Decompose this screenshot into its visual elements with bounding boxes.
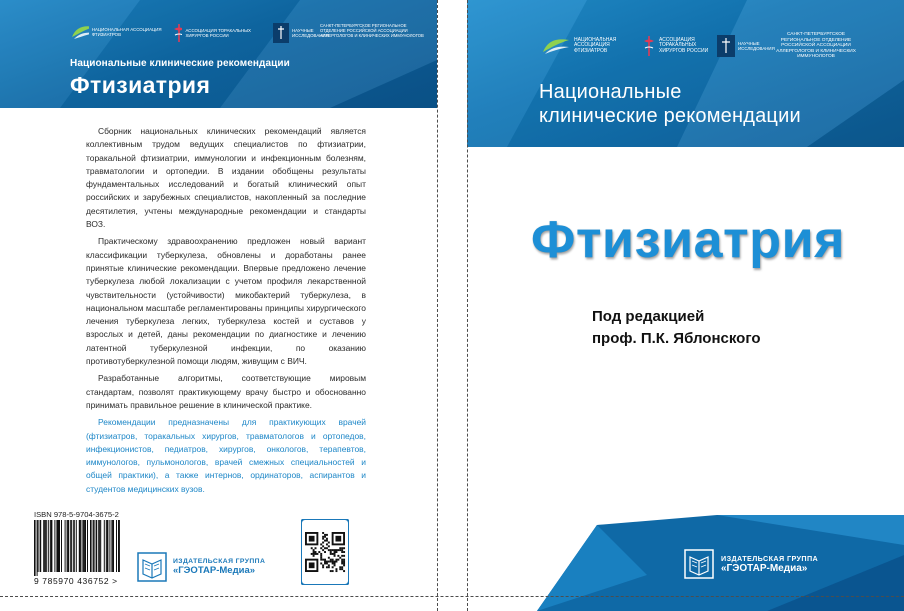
publisher-text <box>173 558 265 576</box>
publisher-text <box>721 554 818 574</box>
logo-natsionalnaya-assotsiatsiya <box>70 23 164 41</box>
logo-text-issledovaniya: НАУЧНЫЕ ИССЛЕДОВАНИЯ <box>738 41 775 51</box>
front-partner-logos <box>541 32 901 60</box>
caduceus-logo-icon <box>172 23 182 43</box>
publisher-book-icon <box>137 552 167 582</box>
annotation-paragraph-1: Сборник национальных клинических рекомендаций является коллективным трудом ведущих специалистов по фтизиатрии, торакальной фтизиатрии, иммунологии и инфекционным болезням, травматологии и ортопедии. В издании обобщены результаты фундаментальных исследований и богатый клинический опыт российских и зарубежных специалистов, накопленный за последние десятилетия, учтены международные рекомендации и стандарты ВОЗ. <box>86 126 366 230</box>
isbn-text: ISBN 978-5-9704-3675-2 <box>34 510 119 519</box>
bottom-trim-line <box>0 596 904 597</box>
leaves-logo-icon <box>541 36 571 56</box>
logo-text-ftiziatrov: НАЦИОНАЛЬНАЯ АССОЦИАЦИЯ ФТИЗИАТРОВ <box>574 36 617 54</box>
front-editor <box>592 306 761 350</box>
header-polygon-pattern <box>0 0 437 108</box>
logo-torakalnye-khirurgi <box>642 32 709 60</box>
front-series-line-2: клинические рекомендации <box>539 105 801 127</box>
annotation-paragraph-3: Разработанные алгоритмы, соответствующие мировым стандартам, позволят практикующему врачу быстро и обоснованно принимать правильное решение в клинической практике. <box>86 373 366 410</box>
logo-spb-assotsiatsiya <box>320 23 430 38</box>
editor-line-2: проф. П.К. Яблонского <box>592 330 761 347</box>
logo-spb-assotsiatsiya <box>768 32 864 60</box>
front-cover <box>467 0 904 611</box>
logo-text-spb: САНКТ-ПЕТЕРБУРГСКОЕ РЕГИОНАЛЬНОЕ ОТДЕЛЕНИЕ РОССИЙСКОЙ АССОЦИАЦИИ АЛЛЕРГОЛОГОВ И КЛИНИЧЕСКИХ ИММУНОЛОГОВ <box>320 23 424 38</box>
front-series-line-1: Национальные <box>539 81 682 103</box>
front-cover-header <box>467 0 904 147</box>
spine-fold-line-left <box>437 0 438 611</box>
back-cover-header <box>0 0 437 108</box>
logo-nauchnye-issledovaniya <box>717 32 775 60</box>
spine-fold-line-right <box>467 0 468 611</box>
back-partner-logos <box>70 23 430 49</box>
back-title: Фтизиатрия <box>70 72 211 98</box>
logo-nauchnye-issledovaniya <box>273 23 329 43</box>
audience-paragraph: Рекомендации предназначены для практикующих врачей (фтизиатров, торакальных хирургов, травматологов и ортопедов, инфекционистов, педиатров, хирургов, онкологов, терапевтов, иммунологов, пульмонологов, врачей смежных специальностей и общей практики), а также интернов, ординаторов, аспирантов и студентов медицинских вузов. <box>86 417 366 494</box>
logo-text-khirurgov: АССОЦИАЦИЯ ТОРАКАЛЬНЫХ ХИРУРГОВ РОССИИ <box>659 36 709 54</box>
qr-code-icon <box>301 519 349 585</box>
spine <box>437 0 467 611</box>
publisher-book-icon <box>684 549 714 579</box>
leaves-logo-icon <box>70 23 89 41</box>
caduceus-logo-icon <box>642 35 656 57</box>
logo-torakalnye-khirurgi <box>172 23 265 43</box>
barcode-icon <box>34 520 120 576</box>
front-publisher-logo <box>684 549 818 579</box>
editor-line-1: Под редакцией <box>592 308 705 325</box>
research-logo-icon <box>273 23 289 43</box>
back-publisher-logo <box>137 549 287 585</box>
back-series-label: Национальные клинические рекомендации <box>70 58 290 69</box>
publisher-group-label: ИЗДАТЕЛЬСКАЯ ГРУППА <box>173 558 266 565</box>
logo-text-spb: САНКТ-ПЕТЕРБУРГСКОЕ РЕГИОНАЛЬНОЕ ОТДЕЛЕНИЕ РОССИЙСКОЙ АССОЦИАЦИИ АЛЛЕРГОЛОГОВ И КЛИНИЧЕСКИХ ИММУНОЛОГОВ <box>776 32 856 60</box>
logo-text-ftiziatrov: НАЦИОНАЛЬНАЯ АССОЦИАЦИЯ ФТИЗИАТРОВ <box>91 27 162 37</box>
publisher-name: «ГЭОТАР-Медиа» <box>173 565 256 576</box>
isbn-barcode-block <box>32 510 127 585</box>
back-annotation-text <box>86 125 366 500</box>
front-series-label <box>539 80 801 128</box>
annotation-paragraph-2: Практическому здравоохранению предложен новый вариант классификации туберкулеза, обновлены и доработаны ранее принятые клинические рекомендации. Впервые предложено лечение туберкулеза любой локализации с учетом профиля лекарственной чувствительности (устойчивости) микобактерий туберкулеза, в национальном масштабе регламентированы принципы хирургического лечения туберкулеза легких, туберкулеза костей и суставов у взрослых и детей, даны рекомендации по диагностике и лечению латентной туберкулезной инфекции, по оказанию противотуберкулезной помощи людям, живущим с ВИЧ. <box>86 236 366 367</box>
publisher-name: «ГЭОТАР-Медиа» <box>721 563 808 574</box>
logo-natsionalnaya-assotsiatsiya <box>541 32 634 60</box>
barcode-number: 9 785970 436752 > <box>34 576 118 586</box>
logo-text-issledovaniya: НАУЧНЫЕ ИССЛЕДОВАНИЯ <box>292 28 329 38</box>
publisher-group-label: ИЗДАТЕЛЬСКАЯ ГРУППА <box>721 554 819 563</box>
research-logo-icon <box>717 35 735 57</box>
logo-text-khirurgov: АССОЦИАЦИЯ ТОРАКАЛЬНЫХ ХИРУРГОВ РОССИИ <box>185 28 251 38</box>
back-cover <box>0 0 437 611</box>
front-title: Фтизиатрия <box>531 211 846 269</box>
